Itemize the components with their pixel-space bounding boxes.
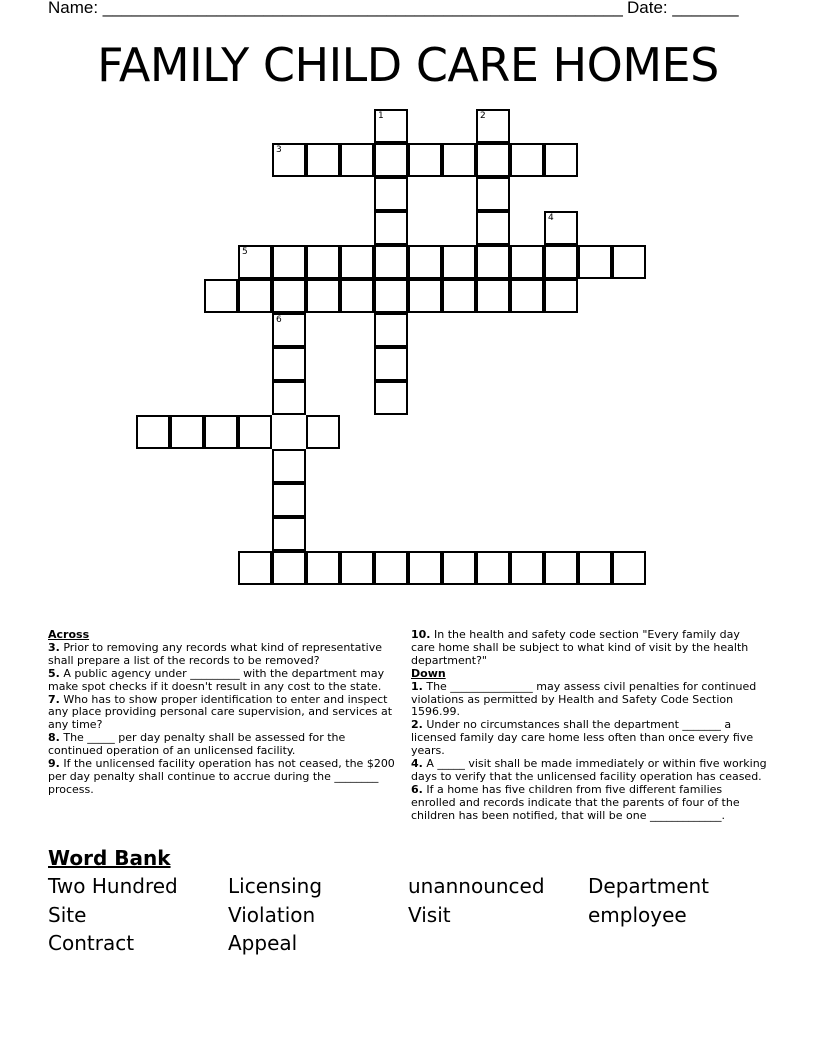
word-bank-item: Site [48,903,87,927]
crossword-cell[interactable] [272,551,306,585]
crossword-cell[interactable] [578,551,612,585]
word-bank-item: Violation [228,903,316,927]
crossword-cell[interactable] [238,279,272,313]
clue-text: In the health and safety code section "Every family day care home shall be subject to what kind of visit by the health department?" [411,628,749,667]
clue-number: 1. [411,679,423,693]
clue-number-label: 4 [548,213,554,223]
crossword-cell[interactable] [272,381,306,415]
crossword-cell[interactable] [272,313,306,347]
across-clue-7 [48,694,398,733]
date-field-label: Date: _______ [627,0,739,17]
crossword-cell[interactable] [510,279,544,313]
clue-text: Prior to removing any records what kind of representative shall prepare a list of the records to be removed? [48,640,382,667]
word-bank-item: unannounced [408,874,545,898]
word-bank-item: Licensing [228,874,323,898]
crossword-cell[interactable] [544,143,578,177]
crossword-cell[interactable] [374,551,408,585]
crossword-cell[interactable] [612,551,646,585]
clue-number-label: 6 [276,315,282,325]
crossword-cell[interactable] [476,143,510,177]
crossword-cell[interactable] [374,347,408,381]
crossword-cell[interactable] [374,143,408,177]
crossword-cell[interactable] [544,279,578,313]
across-clue-9 [48,758,398,797]
crossword-cell[interactable] [340,143,374,177]
crossword-cell[interactable] [306,415,340,449]
crossword-cell[interactable] [306,279,340,313]
across-clue-8 [48,732,398,758]
clue-text: The _____ per day penalty shall be assessed for the continued operation of an unlicensed facility. [48,731,346,758]
crossword-cell[interactable] [340,245,374,279]
crossword-cell[interactable] [544,211,578,245]
crossword-cell[interactable] [612,245,646,279]
clue-number: 3. [48,640,60,654]
down-clue-2 [411,719,767,758]
clue-number-label: 5 [242,247,248,257]
crossword-cell[interactable] [238,245,272,279]
word-bank-title: Word Bank [48,846,171,870]
crossword-cell[interactable] [476,109,510,143]
clues-left-column [48,629,398,797]
crossword-cell[interactable] [272,245,306,279]
page-title: FAMILY CHILD CARE HOMES [97,38,719,92]
crossword-cell[interactable] [204,415,238,449]
clue-number: 8. [48,731,60,745]
clue-number-label: 3 [276,145,282,155]
crossword-cell[interactable] [272,279,306,313]
crossword-cell[interactable] [408,245,442,279]
crossword-cell[interactable] [306,143,340,177]
clue-number: 2. [411,718,423,732]
clue-number: 4. [411,757,423,771]
crossword-cell[interactable] [374,279,408,313]
crossword-cell[interactable] [510,551,544,585]
clue-text: The _______________ may assess civil penalties for continued violations as permitted by Health and Safety Code Section 1596.99. [411,679,757,719]
crossword-cell[interactable] [374,313,408,347]
down-clue-6 [411,784,767,823]
crossword-cell[interactable] [272,347,306,381]
word-bank-item: Department [588,874,710,898]
word-bank-item: employee [588,903,687,927]
crossword-cell[interactable] [476,245,510,279]
crossword-cell[interactable] [374,211,408,245]
crossword-cell[interactable] [510,245,544,279]
crossword-cell[interactable] [374,177,408,211]
clue-number: 7. [48,692,60,706]
across-heading: Across [48,628,90,641]
crossword-cell[interactable] [374,381,408,415]
crossword-cell[interactable] [476,279,510,313]
crossword-cell[interactable] [204,279,238,313]
word-bank-item: Appeal [228,931,298,955]
crossword-cell[interactable] [272,143,306,177]
clue-number: 9. [48,757,60,771]
crossword-cell[interactable] [408,143,442,177]
clue-text: If the unlicensed facility operation has not ceased, the $200 per day penalty shall continue to accrue during the ________ process. [48,757,395,796]
clue-text: A public agency under _________ with the department may make spot checks if it doesn't result in any cost to the state. [48,666,385,693]
crossword-cell[interactable] [272,483,306,517]
word-bank-item: Contract [48,931,135,955]
across-clue-5 [48,668,398,694]
crossword-cell[interactable] [136,415,170,449]
down-clue-1 [411,681,767,720]
name-field-label: Name: _______________________________________________________ [48,0,623,17]
crossword-cell[interactable] [374,109,408,143]
down-heading: Down [411,666,446,680]
crossword-cell[interactable] [476,551,510,585]
clue-number-label: 1 [378,111,384,121]
crossword-cell[interactable] [340,279,374,313]
word-bank-item: Visit [408,903,451,927]
crossword-cell[interactable] [510,143,544,177]
crossword-cell[interactable] [442,279,476,313]
crossword-cell[interactable] [306,245,340,279]
crossword-cell[interactable] [476,177,510,211]
clue-text: Under no circumstances shall the department _______ a licensed family day care home less often than once every five years. [411,718,754,758]
clue-number: 5. [48,666,60,680]
crossword-cell[interactable] [408,551,442,585]
crossword-cell[interactable] [544,551,578,585]
crossword-cell[interactable] [238,551,272,585]
word-bank-item: Two Hundred [48,874,178,898]
crossword-cell[interactable] [442,245,476,279]
crossword-cell[interactable] [272,517,306,551]
crossword-cell[interactable] [306,551,340,585]
crossword-cell[interactable] [544,245,578,279]
crossword-cell[interactable] [578,245,612,279]
across-clue-3 [48,642,398,668]
clue-text: If a home has five children from five different families enrolled and records indicate that the parents of four of the children has been notified, that will be one _____________. [411,782,740,822]
down-clue-4 [411,758,767,784]
crossword-cell[interactable] [408,279,442,313]
crossword-cell[interactable] [272,449,306,483]
across-clue-10 [411,629,767,668]
crossword-cell[interactable] [476,211,510,245]
crossword-cell[interactable] [238,415,272,449]
clue-number: 6. [411,782,423,796]
clue-text: A _____ visit shall be made immediately or within five working days to verify that the unlicensed facility operation has ceased. [411,757,767,783]
crossword-cell[interactable] [340,551,374,585]
clue-text: Who has to show proper identification to enter and inspect any place providing personal care supervision, and services at any time? [48,692,393,732]
crossword-cell[interactable] [170,415,204,449]
clues-right-column [411,629,767,823]
crossword-cell[interactable] [374,245,408,279]
clue-number: 10. [411,628,431,641]
crossword-cell[interactable] [442,143,476,177]
crossword-cell[interactable] [442,551,476,585]
clue-number-label: 2 [480,111,486,121]
